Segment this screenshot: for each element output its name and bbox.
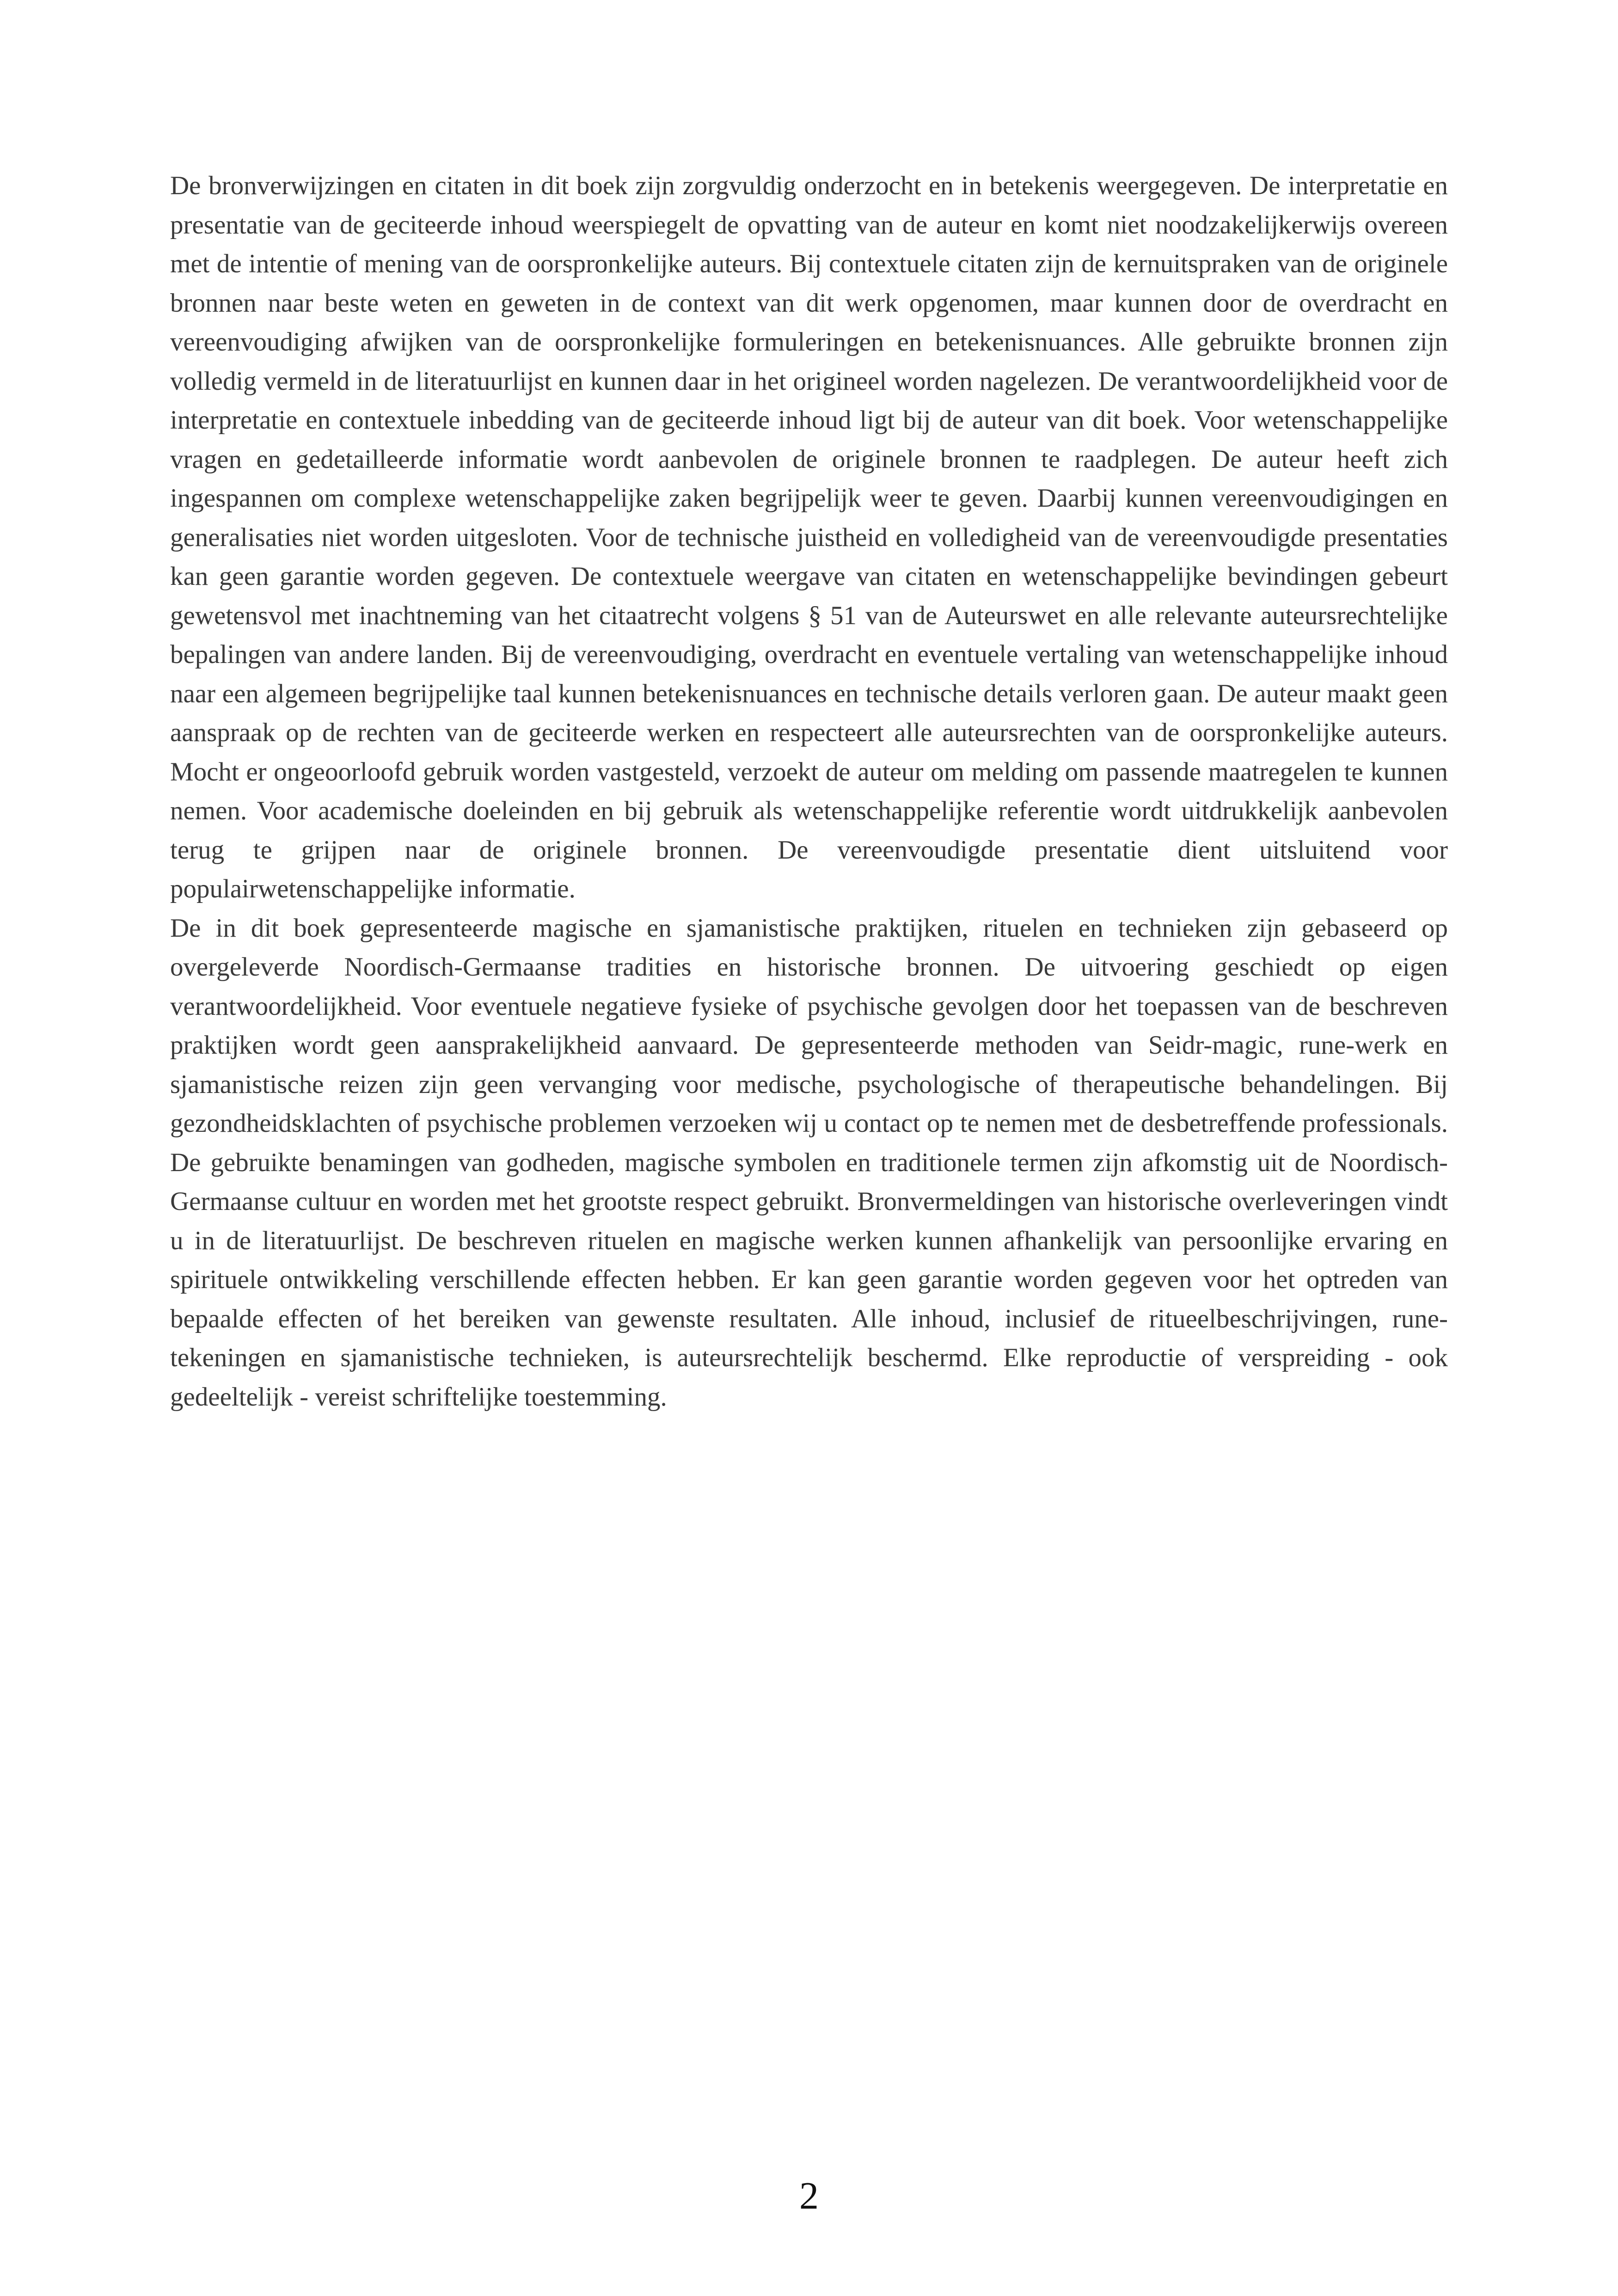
body-text [170,166,1448,1417]
paragraph-disclaimer-sources: De bronverwijzingen en citaten in dit boek zijn zorgvuldig onderzocht en in betekenis weergegeven. De interpretatie en presentatie van de geciteerde inhoud weerspiegelt de opvatting van de auteur en komt niet noodzakelijkerwijs overeen met de intentie of mening van de oorspronkelijke auteurs. Bij contextuele citaten zijn de kernuitspraken van de originele bronnen naar beste weten en geweten in de context van dit werk opgenomen, maar kunnen door de overdracht en vereenvoudiging afwijken van de oorspronkelijke formuleringen en betekenisnuances. Alle gebruikte bronnen zijn volledig vermeld in de literatuurlijst en kunnen daar in het origineel worden nagelezen. De verantwoordelijkheid voor de interpretatie en contextuele inbedding van de geciteerde inhoud ligt bij de auteur van dit boek. Voor wetenschappelijke vragen en gedetailleerde informatie wordt aanbevolen de originele bronnen te raadplegen. De auteur heeft zich ingespannen om complexe wetenschappelijke zaken begrijpelijk weer te geven. Daarbij kunnen vereenvoudigingen en generalisaties niet worden uitgesloten. Voor de technische juistheid en volledigheid van de vereenvoudigde presentaties kan geen garantie worden gegeven. De contextuele weergave van citaten en wetenschappelijke bevindingen gebeurt gewetensvol met inachtneming van het citaatrecht volgens § 51 van de Auteurswet en alle relevante auteursrechtelijke bepalingen van andere landen. Bij de vereenvoudiging, overdracht en eventuele vertaling van wetenschappelijke inhoud naar een algemeen begrijpelijke taal kunnen betekenisnuances en technische details verloren gaan. De auteur maakt geen aanspraak op de rechten van de geciteerde werken en respecteert alle auteursrechten van de oorspronkelijke auteurs. Mocht er ongeoorloofd gebruik worden vastgesteld, verzoekt de auteur om melding om passende maatregelen te kunnen nemen. Voor academische doeleinden en bij gebruik als wetenschappelijke referentie wordt uitdrukkelijk aanbevolen terug te grijpen naar de originele bronnen. De vereenvoudigde presentatie dient uitsluitend voor populairwetenschappelijke informatie. [170,171,1448,903]
page-number: 2 [799,2174,819,2217]
paragraph-disclaimer-practices: De in dit boek gepresenteerde magische en sjamanistische praktijken, rituelen en technieken zijn gebaseerd op overgeleverde Noordisch-Germaanse tradities en historische bronnen. De uitvoering geschiedt op eigen verantwoordelijkheid. Voor eventuele negatieve fysieke of psychische gevolgen door het toepassen van de beschreven praktijken wordt geen aansprakelijkheid aanvaard. De gepresenteerde methoden van Seidr-magic, rune-werk en sjamanistische reizen zijn geen vervanging voor medische, psychologische of therapeutische behandelingen. Bij gezondheidsklachten of psychische problemen verzoeken wij u contact op te nemen met de desbetreffende professionals. De gebruikte benamingen van godheden, magische symbolen en traditionele termen zijn afkomstig uit de Noordisch-Germaanse cultuur en worden met het grootste respect gebruikt. Bronvermeldingen van historische overleveringen vindt u in de literatuurlijst. De beschreven rituelen en magische werken kunnen afhankelijk van persoonlijke ervaring en spirituele ontwikkeling verschillende effecten hebben. Er kan geen garantie worden gegeven voor het optreden van bepaalde effecten of het bereiken van gewenste resultaten. Alle inhoud, inclusief de ritueelbeschrijvingen, rune-tekeningen en sjamanistische technieken, is auteursrechtelijk beschermd. Elke reproductie of verspreiding - ook gedeeltelijk - vereist schriftelijke toestemming. [170,913,1448,1412]
